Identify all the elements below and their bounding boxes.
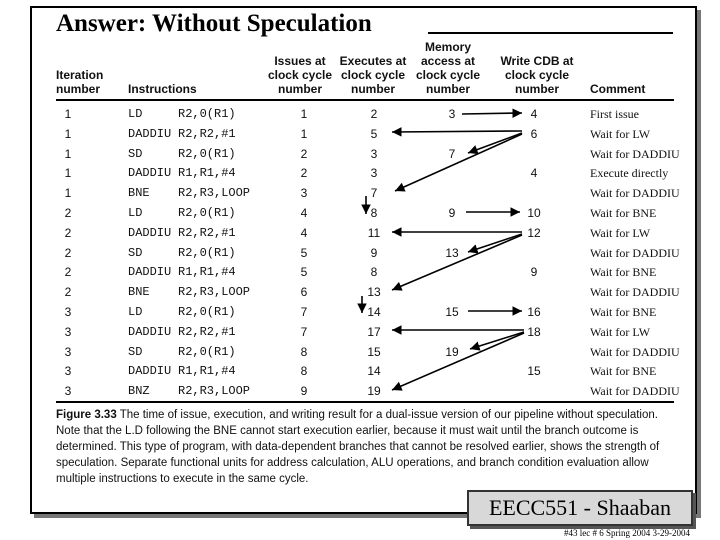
cell-wb: 9 bbox=[530, 265, 538, 280]
cell-wb: 16 bbox=[527, 305, 541, 319]
cell-exec: 14 bbox=[367, 364, 381, 379]
cell-wb: 12 bbox=[527, 225, 541, 240]
cell-op: SD bbox=[128, 245, 143, 260]
cell-exec: 8 bbox=[370, 265, 378, 280]
cell-issue: 4 bbox=[300, 225, 308, 240]
cell-mem: 13 bbox=[445, 245, 459, 260]
header-issues: Issues at clock cycle number bbox=[267, 54, 333, 96]
cell-comment: Wait for DADDIU bbox=[590, 245, 680, 260]
cell-wb: 18 bbox=[527, 324, 541, 339]
cell-op: DADDIU bbox=[128, 265, 172, 280]
cell-iter: 3 bbox=[64, 384, 72, 399]
cell-wb: 6 bbox=[530, 126, 538, 141]
cell-issue: 1 bbox=[300, 126, 308, 141]
cell-op: LD bbox=[128, 107, 143, 121]
cell-iter: 2 bbox=[64, 285, 72, 300]
cell-exec: 3 bbox=[370, 146, 378, 161]
table-row bbox=[56, 361, 674, 381]
table-bottom-rule bbox=[56, 401, 674, 403]
cell-iter: 2 bbox=[64, 225, 72, 240]
caption-label: Figure 3.33 bbox=[56, 409, 117, 421]
cell-mem: 9 bbox=[448, 206, 456, 220]
header-rule bbox=[56, 99, 674, 101]
figure-caption bbox=[56, 407, 676, 487]
cell-issue: 1 bbox=[300, 107, 308, 121]
cell-iter: 1 bbox=[64, 107, 72, 121]
cell-args: R2,R2,#1 bbox=[178, 126, 236, 141]
cell-args: R2,R2,#1 bbox=[178, 225, 236, 240]
cell-issue: 5 bbox=[300, 265, 308, 280]
cell-op: DADDIU bbox=[128, 166, 172, 181]
table-row bbox=[56, 302, 674, 322]
cell-args: R2,R3,LOOP bbox=[178, 186, 251, 201]
header-executes: Executes at clock cycle number bbox=[339, 54, 407, 96]
cell-issue: 6 bbox=[300, 285, 308, 300]
table-row bbox=[56, 282, 680, 302]
cell-exec: 14 bbox=[367, 305, 381, 319]
slide-title: Answer: Without Speculation bbox=[56, 10, 372, 37]
cell-issue: 8 bbox=[300, 344, 308, 359]
header-write: Write CDB at clock cycle number bbox=[500, 54, 574, 96]
cell-comment: Execute directly bbox=[590, 166, 669, 181]
table-row bbox=[56, 104, 674, 124]
cell-args: R2,0(R1) bbox=[178, 305, 236, 319]
cell-args: R1,R1,#4 bbox=[178, 364, 236, 379]
cell-op: SD bbox=[128, 146, 143, 161]
cell-wb: 10 bbox=[527, 206, 541, 220]
cell-comment: Wait for LW bbox=[590, 126, 651, 141]
table-row bbox=[56, 262, 674, 282]
cell-comment: Wait for LW bbox=[590, 225, 651, 240]
cell-iter: 1 bbox=[64, 186, 72, 201]
cell-exec: 5 bbox=[370, 126, 378, 141]
cell-op: DADDIU bbox=[128, 324, 172, 339]
table-row bbox=[56, 144, 680, 164]
cell-exec: 2 bbox=[370, 107, 378, 121]
cell-comment: Wait for BNE bbox=[590, 265, 657, 280]
table-row bbox=[56, 203, 674, 223]
header-iteration: Iteration number bbox=[56, 68, 104, 96]
cell-args: R2,0(R1) bbox=[178, 146, 236, 161]
table-row bbox=[56, 322, 674, 342]
cell-wb: 4 bbox=[530, 107, 538, 121]
cell-comment: Wait for BNE bbox=[590, 206, 657, 220]
cell-exec: 13 bbox=[367, 285, 381, 300]
table-row bbox=[56, 163, 674, 183]
cell-iter: 3 bbox=[64, 324, 72, 339]
cell-comment: First issue bbox=[590, 107, 640, 121]
cell-exec: 11 bbox=[367, 225, 381, 240]
cell-issue: 3 bbox=[300, 186, 308, 201]
cell-iter: 2 bbox=[64, 206, 72, 220]
cell-op: BNE bbox=[128, 186, 150, 201]
cell-op: LD bbox=[128, 305, 143, 319]
cell-iter: 1 bbox=[64, 166, 72, 181]
cell-comment: Wait for DADDIU bbox=[590, 146, 680, 161]
cell-wb: 15 bbox=[527, 364, 541, 379]
cell-args: R2,0(R1) bbox=[178, 344, 236, 359]
cell-wb: 4 bbox=[530, 166, 538, 181]
cell-args: R1,R1,#4 bbox=[178, 265, 236, 280]
cell-comment: Wait for DADDIU bbox=[590, 344, 680, 359]
cell-iter: 3 bbox=[64, 364, 72, 379]
cell-mem: 19 bbox=[445, 344, 459, 359]
table-row bbox=[56, 124, 674, 144]
course-badge: EECC551 - Shaaban bbox=[467, 490, 693, 526]
cell-issue: 2 bbox=[300, 146, 308, 161]
cell-mem: 7 bbox=[448, 146, 456, 161]
cell-args: R2,0(R1) bbox=[178, 107, 236, 121]
slide-footer: #43 lec # 6 Spring 2004 3-29-2004 bbox=[564, 528, 690, 538]
cell-exec: 17 bbox=[367, 324, 381, 339]
table-row bbox=[56, 381, 680, 401]
cell-issue: 9 bbox=[300, 384, 308, 399]
cell-exec: 7 bbox=[370, 186, 378, 201]
cell-args: R2,0(R1) bbox=[178, 245, 236, 260]
cell-comment: Wait for LW bbox=[590, 324, 651, 339]
cell-iter: 1 bbox=[64, 146, 72, 161]
cell-exec: 19 bbox=[367, 384, 381, 399]
cell-op: SD bbox=[128, 344, 143, 359]
table-row bbox=[56, 342, 680, 362]
cell-op: DADDIU bbox=[128, 225, 172, 240]
cell-iter: 1 bbox=[64, 126, 72, 141]
cell-op: BNZ bbox=[128, 384, 150, 399]
cell-iter: 2 bbox=[64, 245, 72, 260]
table-row bbox=[56, 243, 680, 263]
cell-args: R2,R3,LOOP bbox=[178, 384, 251, 399]
cell-exec: 15 bbox=[367, 344, 381, 359]
cell-issue: 7 bbox=[300, 324, 308, 339]
cell-comment: Wait for DADDIU bbox=[590, 384, 680, 399]
cell-args: R2,R3,LOOP bbox=[178, 285, 251, 300]
cell-iter: 3 bbox=[64, 344, 72, 359]
cell-args: R1,R1,#4 bbox=[178, 166, 236, 181]
cell-exec: 9 bbox=[370, 245, 378, 260]
cell-exec: 8 bbox=[370, 206, 378, 220]
cell-comment: Wait for DADDIU bbox=[590, 285, 680, 300]
cell-issue: 5 bbox=[300, 245, 308, 260]
cell-exec: 3 bbox=[370, 166, 378, 181]
cell-args: R2,R2,#1 bbox=[178, 324, 236, 339]
cell-iter: 3 bbox=[64, 305, 72, 319]
cell-issue: 2 bbox=[300, 166, 308, 181]
table-row bbox=[56, 223, 674, 243]
cell-comment: Wait for DADDIU bbox=[590, 186, 680, 201]
cell-mem: 3 bbox=[448, 107, 456, 121]
table-row bbox=[56, 183, 680, 203]
cell-issue: 4 bbox=[300, 206, 308, 220]
cell-mem: 15 bbox=[445, 305, 459, 319]
cell-op: DADDIU bbox=[128, 126, 172, 141]
cell-comment: Wait for BNE bbox=[590, 305, 657, 319]
cell-args: R2,0(R1) bbox=[178, 206, 236, 220]
cell-op: DADDIU bbox=[128, 364, 172, 379]
caption-text: The time of issue, execution, and writing result for a dual-issue version of our pipeline without speculation. Note that the L.D following the BNE cannot start execution earlier, because it must wait until the branch outcome is determined. This type of program, with data-dependent branches that cannot be resolved earlier, shows the strength of speculation. Separate functional units for address calculation, ALU operations, and branch condition evaluation allow multiple instructions to execute in the same cycle. bbox=[56, 409, 660, 485]
cell-comment: Wait for BNE bbox=[590, 364, 657, 379]
title-rule bbox=[428, 32, 673, 34]
cell-issue: 8 bbox=[300, 364, 308, 379]
header-comment: Comment bbox=[590, 82, 646, 96]
cell-issue: 7 bbox=[300, 305, 308, 319]
cell-iter: 2 bbox=[64, 265, 72, 280]
cell-op: LD bbox=[128, 206, 143, 220]
header-memory: Memory access at clock cycle number bbox=[415, 40, 481, 96]
cell-op: BNE bbox=[128, 285, 150, 300]
header-instructions: Instructions bbox=[128, 82, 197, 96]
